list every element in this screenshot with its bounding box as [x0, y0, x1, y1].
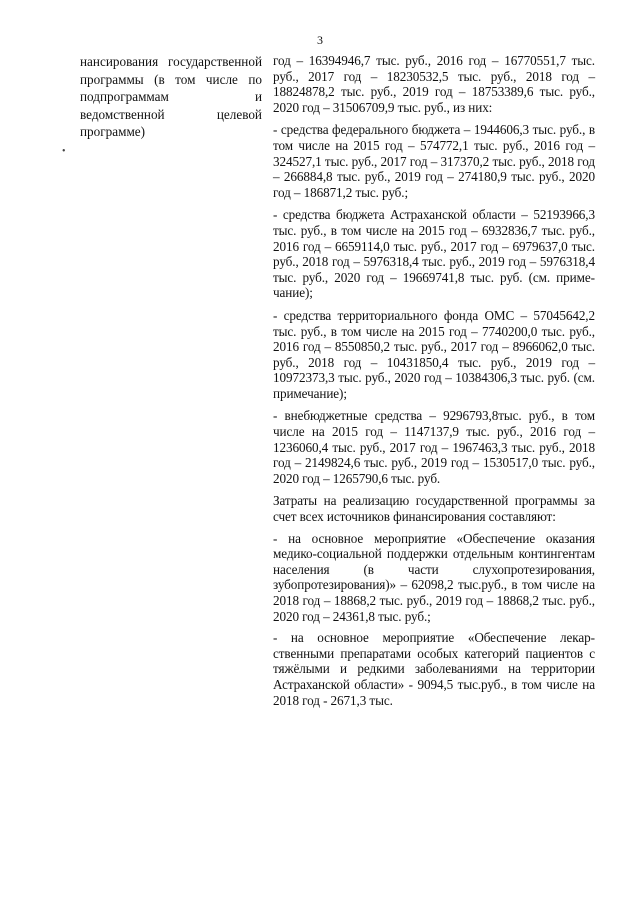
paragraph-regional-budget: - средства бюджета Астраханской области – 52193966,3 тыс. руб., в том числе на 2015 год – 6932836,7 тыс. руб., 2016 год – 6659114,0 тыс. руб., 2017 год – 6979637,0 тыс. руб., 2018 год – 5976318,4 тыс. руб., 2019 год – 5976318,4 тыс. руб., 2020 год – 19669741,8 тыс. руб. (см. примечание); — [273, 207, 595, 301]
left-cell — [80, 53, 262, 141]
left-cell-text: нансирования государственной программы (в том числе по подпрограммам и ведомственной целевой программе) — [80, 54, 262, 140]
paragraph-federal-budget: - средства федерального бюджета – 1944606,3 тыс. руб., в том числе на 2015 год – 574772,1 тыс. руб., 2016 год – 324527,1 тыс. руб., 2017 год – 317370,2 тыс. руб., 2018 год – 266884,8 тыс. руб., 2019 год – 274180,9 тыс. руб., 2020 год – 186871,2 тыс. руб.; — [273, 122, 595, 200]
paragraph-costs-intro: Затраты на реализацию государственной программы за счет всех источников финансирования составляют: — [273, 493, 595, 525]
paragraph-financing-total: год – 16394946,7 тыс. руб., 2016 год – 16770551,7 тыс. руб., 2017 год – 18230532,5 тыс. руб., 2018 год – 18824878,2 тыс. руб., 2019 год – 18753389,6 тыс. руб., 2020 год – 31506709,9 тыс. руб., из них: — [273, 53, 595, 115]
page-number: 3 — [317, 33, 323, 47]
margin-mark: • — [62, 146, 66, 157]
right-cell — [273, 53, 595, 714]
paragraph-medicines: - на основное мероприятие «Обеспечение лекарственными препаратами особых категорий пациентов с тяжёлыми и редкими заболеваниями на территории Астраханской области» - 9094,5 тыс.руб., в том числе на 2018 год - 2671,3 тыс. — [273, 630, 595, 708]
paragraph-oms-fund: - средства территориального фонда ОМС – 57045642,2 тыс. руб., в том числе на 2015 год – 7740200,0 тыс. руб., 2016 год – 8550850,2 тыс. руб., 2017 год – 8966062,0 тыс. руб., 2018 год – 10431850,4 тыс. руб., 2019 год – 10972373,3 тыс. руб., 2020 год – 10384306,3 тыс. руб. (см. примечание); — [273, 307, 595, 401]
paragraph-medico-social: - на основное мероприятие «Обеспечение оказания медико-социальной поддержки отдельным контингентам населения (в части слухопротезирования, зубопротезирования)» – 62098,2 тыс.руб., в том числе на 2018 год – 18868,2 тыс. руб., 2019 год – 18868,2 тыс. руб., 2020 год – 24361,8 тыс. руб.; — [273, 530, 595, 624]
paragraph-extrabudgetary: - внебюджетные средства – 9296793,8тыс. руб., в том числе на 2015 год – 1147137,9 тыс. руб., 2016 год – 1236060,4 тыс. руб., 2017 год – 1967463,3 тыс. руб., 2018 год – 2149824,6 тыс. руб., 2019 год – 1530517,0 тыс. руб., 2020 год – 1265790,6 тыс. руб. — [273, 408, 595, 486]
